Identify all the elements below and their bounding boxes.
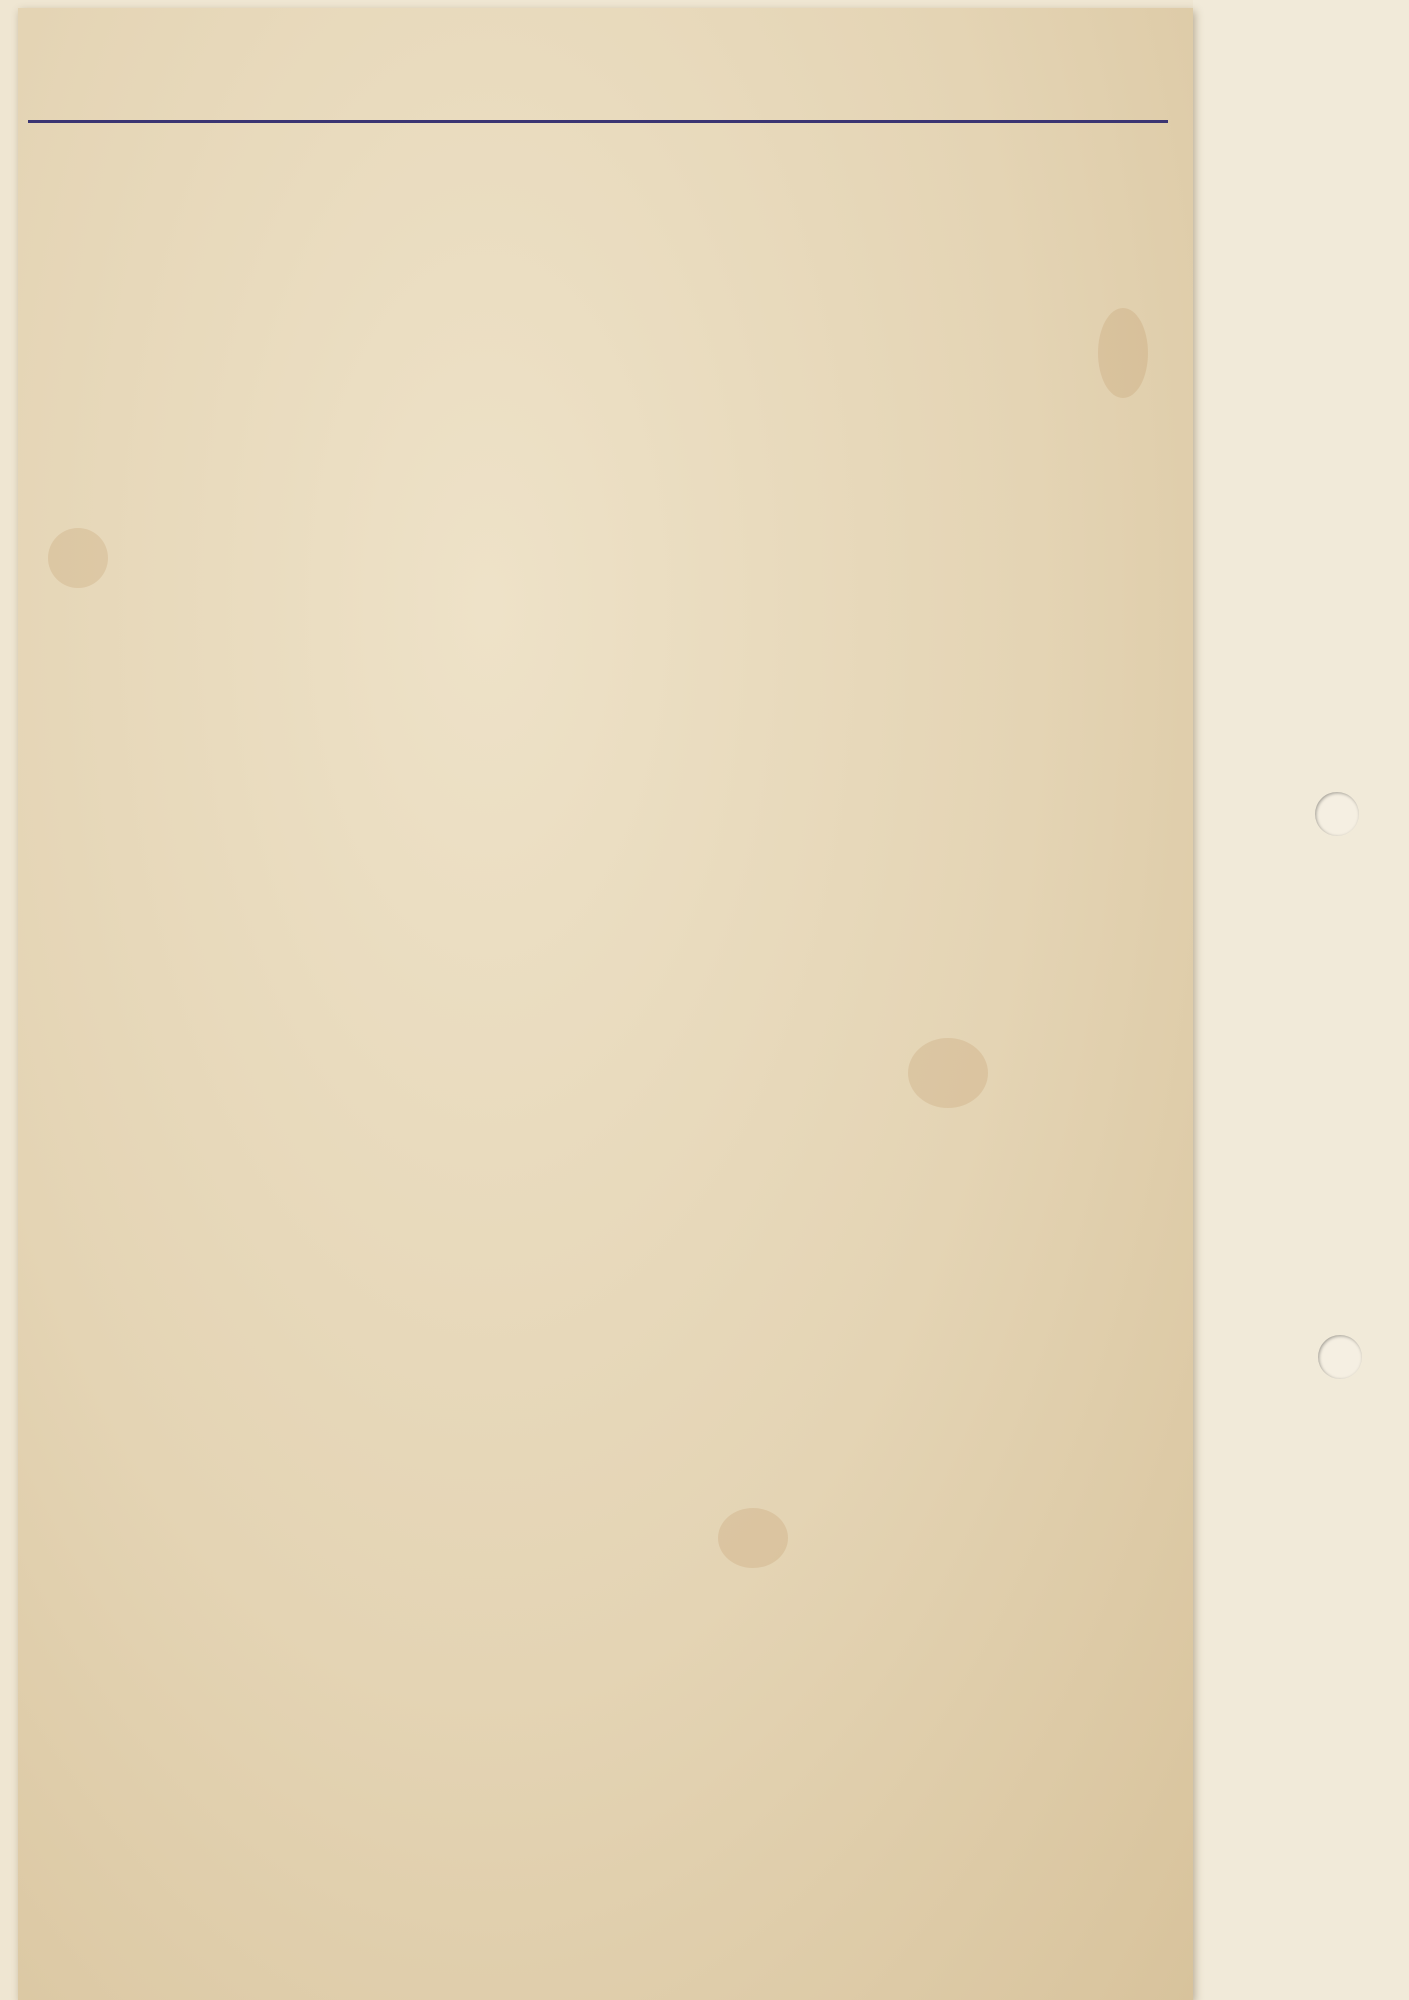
stain bbox=[718, 1508, 788, 1568]
header-rule bbox=[28, 120, 1168, 123]
background-right bbox=[1193, 0, 1409, 2000]
concert-program-sheet bbox=[18, 8, 1193, 2000]
stain bbox=[48, 528, 108, 588]
stain bbox=[1098, 308, 1148, 398]
stain bbox=[908, 1038, 988, 1108]
